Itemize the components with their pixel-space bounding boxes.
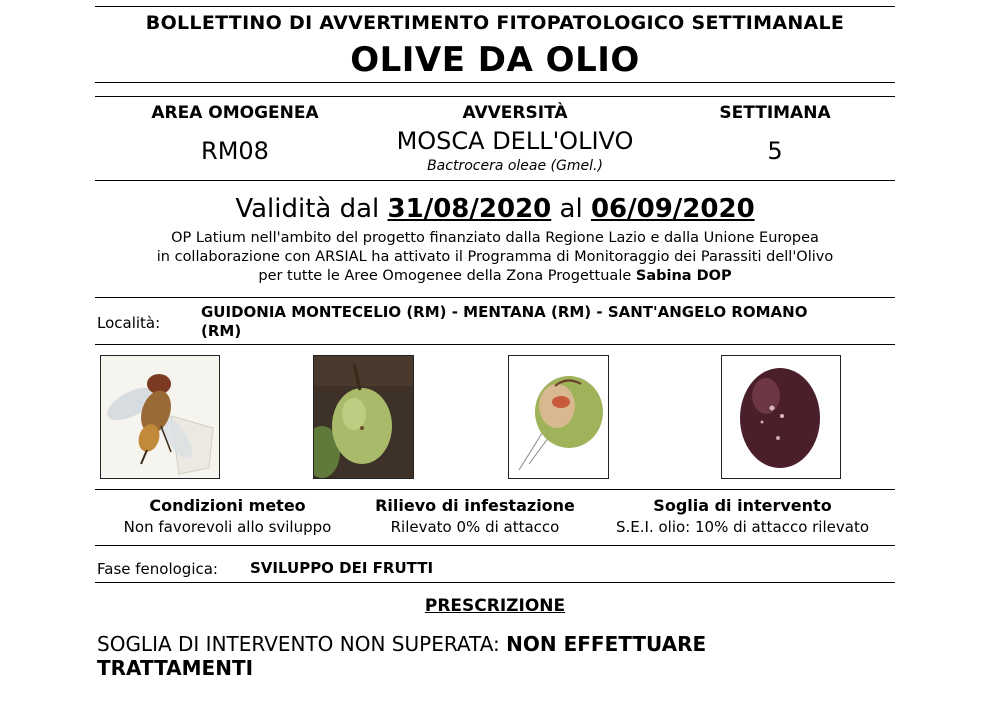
green-olives-photo xyxy=(313,355,414,479)
photos-rule xyxy=(95,489,895,490)
program-line-1: OP Latium nell'ambito del progetto finanziato dalla Regione Lazio e dalla Unione Europea xyxy=(171,230,819,246)
phase-value: SVILUPPO DEI FRUTTI xyxy=(250,559,434,577)
prescription-condition: SOGLIA DI INTERVENTO NON SUPERATA: xyxy=(97,632,500,656)
settimana-value: 5 xyxy=(767,137,783,165)
program-line-3-text: per tutte le Aree Omogenee della Zona Progettuale xyxy=(258,268,632,284)
prescription-action: NON EFFETTUARE xyxy=(506,632,707,656)
validity-prefix: Validità dal xyxy=(235,194,380,224)
infested-olive-photo xyxy=(508,355,609,479)
validity-line xyxy=(95,194,895,224)
location-line-1: GUIDONIA MONTECELIO (RM) - MENTANA (RM) - SANT'ANGELO ROMANO xyxy=(201,303,808,321)
program-line-3 xyxy=(95,267,895,286)
rilievo-label: Rilievo di infestazione xyxy=(375,496,575,515)
program-zone: Sabina DOP xyxy=(635,268,732,284)
dark-olive-photo xyxy=(721,355,841,479)
olive-fly-photo xyxy=(100,355,220,479)
location-value xyxy=(201,303,891,341)
prescription-action-cont: TRATTAMENTI xyxy=(97,656,254,680)
location-line-2: (RM) xyxy=(201,322,242,340)
prescription-text xyxy=(97,632,857,680)
validity-to: 06/09/2020 xyxy=(590,194,755,224)
meteo-value: Non favorevoli allo sviluppo xyxy=(123,518,332,536)
settimana-label: SETTIMANA xyxy=(719,103,831,123)
avversita-value: MOSCA DELL'OLIVO xyxy=(396,127,634,155)
info-bottom-rule xyxy=(95,180,895,181)
top-rule xyxy=(95,6,895,7)
soglia-label: Soglia di intervento xyxy=(653,496,832,515)
validity-from: 31/08/2020 xyxy=(387,194,552,224)
location-label: Località: xyxy=(97,314,161,332)
program-line-2: in collaborazione con ARSIAL ha attivato il Programma di Monitoraggio dei Parassiti dell'Olivo xyxy=(156,249,834,265)
location-rule xyxy=(95,344,895,345)
area-value: RM08 xyxy=(201,137,269,165)
rilievo-value: Rilevato 0% di attacco xyxy=(390,518,560,536)
status-rule xyxy=(95,545,895,546)
area-label: AREA OMOGENEA xyxy=(151,103,319,123)
meteo-label: Condizioni meteo xyxy=(149,496,306,515)
validity-rule xyxy=(95,297,895,298)
phase-rule xyxy=(95,582,895,583)
bulletin-title: BOLLETTINO DI AVVERTIMENTO FITOPATOLOGICO SETTIMANALE xyxy=(145,12,845,34)
validity-mid: al xyxy=(559,194,583,224)
avversita-label: AVVERSITÀ xyxy=(462,103,568,123)
crop-title: OLIVE DA OLIO xyxy=(350,40,640,80)
program-description xyxy=(95,229,895,286)
header-rule xyxy=(95,82,895,83)
prescription-heading: PRESCRIZIONE xyxy=(424,596,566,616)
phase-label: Fase fenologica: xyxy=(97,560,218,578)
avversita-latin: Bactrocera oleae (Gmel.) xyxy=(427,158,603,174)
info-top-rule xyxy=(95,96,895,97)
soglia-value: S.E.I. olio: 10% di attacco rilevato xyxy=(615,518,869,536)
